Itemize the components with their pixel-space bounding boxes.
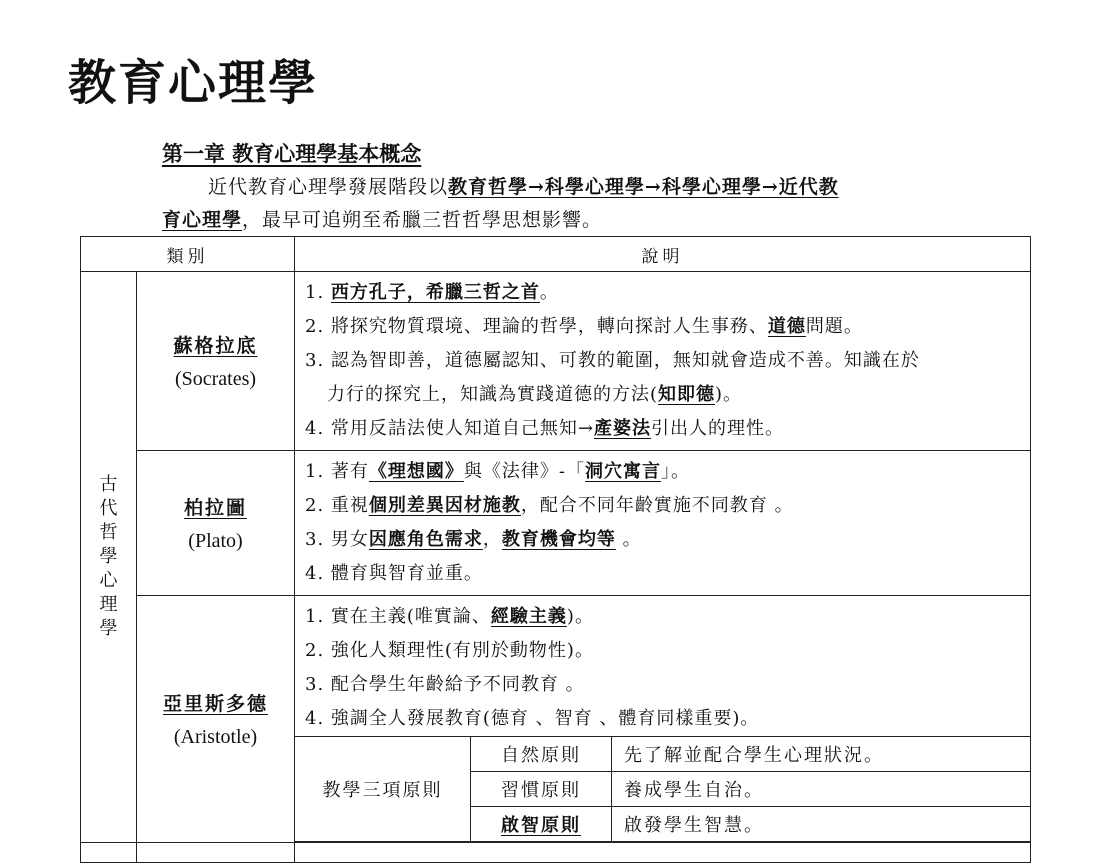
principle-value: 養成學生自治。 xyxy=(612,772,1031,807)
philosopher-socrates xyxy=(137,272,295,451)
header-category: 類別 xyxy=(81,237,295,272)
document-title: 教育心理學 xyxy=(68,55,319,111)
name-en: (Socrates) xyxy=(174,368,257,390)
socrates-description xyxy=(295,272,1031,451)
chapter-heading: 第一章 教育心理學基本概念 xyxy=(162,141,422,166)
intro-line-1: 近代教育心理學發展階段以教育哲學→科學心理學→科學心理學→近代教 xyxy=(208,176,839,198)
intro-line-2: 育心理學，最早可追朔至希臘三哲哲學思想影響。 xyxy=(162,209,603,231)
list-item: 2. 重視個別差異因材施教，配合不同年齡實施不同教育 。 xyxy=(305,495,794,516)
plato-description xyxy=(295,451,1031,596)
table-row-partial xyxy=(81,843,137,863)
category-char: 學 xyxy=(99,546,118,567)
list-item: 1. 實在主義(唯實論、經驗主義)。 xyxy=(305,606,594,627)
teaching-principles-table xyxy=(295,736,1030,842)
category-char: 哲 xyxy=(99,522,118,543)
name-zh: 蘇格拉底 xyxy=(173,335,258,357)
philosopher-aristotle xyxy=(137,596,295,843)
principle-key: 自然原則 xyxy=(471,737,612,772)
list-item: 3. 認為智即善，道德屬認知、可教的範圍，無知就會造成不善。知識在於 xyxy=(305,350,920,371)
category-label xyxy=(81,473,136,641)
list-item: 2. 強化人類理性(有別於動物性)。 xyxy=(305,640,594,661)
name-en: (Plato) xyxy=(188,530,243,552)
principle-value: 先了解並配合學生心理狀況。 xyxy=(612,737,1031,772)
principle-value: 啟發學生智慧。 xyxy=(612,807,1031,842)
name-en: (Aristotle) xyxy=(173,726,258,748)
principle-key: 習慣原則 xyxy=(471,772,612,807)
principle-key: 啟智原則 xyxy=(471,807,612,842)
category-char: 理 xyxy=(99,594,118,615)
list-item-continued: 力行的探究上，知識為實踐道德的方法(知即德)。 xyxy=(327,384,743,405)
list-item: 2. 將探究物質環境、理論的哲學，轉向探討人生事務、道德問題。 xyxy=(305,316,863,337)
name-zh: 柏拉圖 xyxy=(183,497,247,519)
table-row-partial xyxy=(295,843,1031,863)
category-char: 心 xyxy=(99,570,118,591)
category-char: 古 xyxy=(99,474,118,495)
aristotle-description xyxy=(295,596,1031,843)
category-char: 代 xyxy=(99,498,118,519)
list-item: 3. 配合學生年齡給予不同教育 。 xyxy=(305,674,585,695)
list-item: 4. 體育與智育並重。 xyxy=(305,563,483,584)
principles-label: 教學三項原則 xyxy=(295,737,471,842)
list-item: 1. 著有《理想國》與《法律》-「洞穴寓言」。 xyxy=(305,461,690,482)
category-cell xyxy=(81,272,137,843)
name-zh: 亞里斯多德 xyxy=(162,693,268,715)
list-item: 1. 西方孔子，希臘三哲之首。 xyxy=(305,282,559,303)
philosophy-table xyxy=(80,236,1031,863)
table-row-partial xyxy=(137,843,295,863)
list-item: 4. 強調全人發展教育(德育 、智育 、體育同樣重要)。 xyxy=(305,708,760,729)
category-char: 學 xyxy=(99,618,118,639)
list-item: 4. 常用反詰法使人知道自己無知→產婆法引出人的理性。 xyxy=(305,418,784,439)
header-description: 說明 xyxy=(295,237,1031,272)
list-item: 3. 男女因應角色需求，教育機會均等 。 xyxy=(305,529,642,550)
philosopher-plato xyxy=(137,451,295,596)
